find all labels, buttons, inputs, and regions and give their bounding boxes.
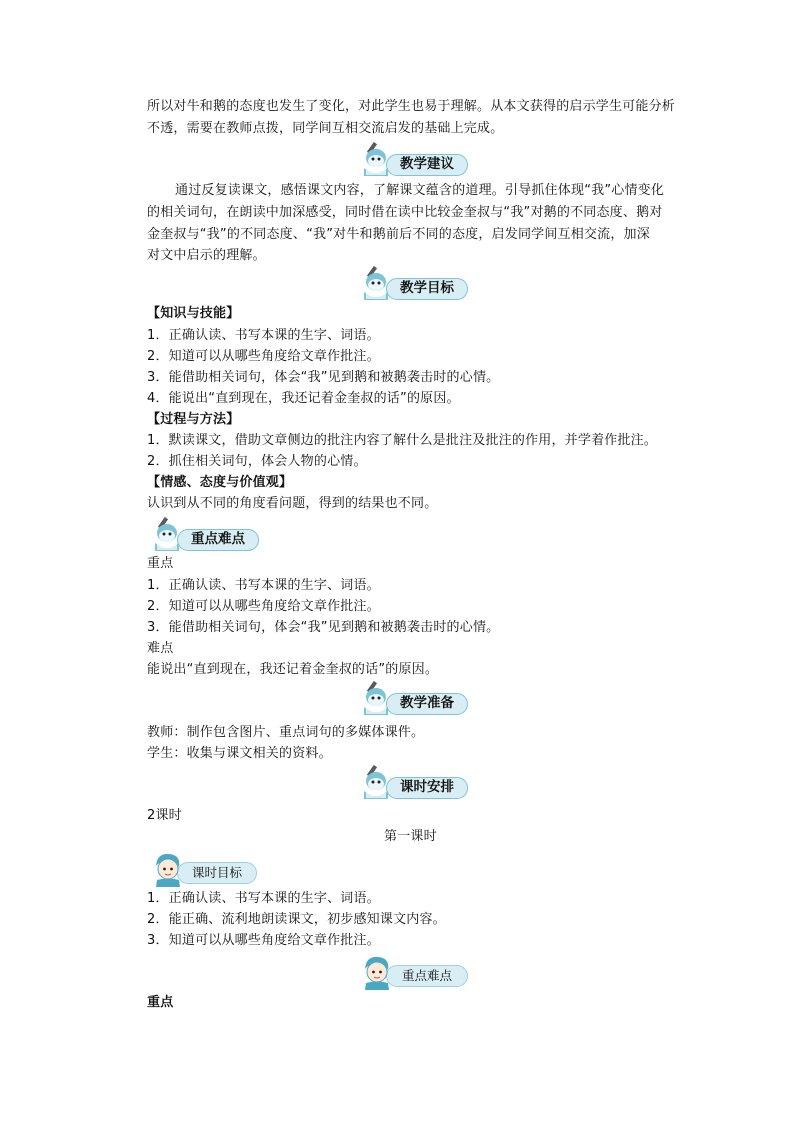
emotion-title: 【情感、态度与价值观】 <box>147 475 293 490</box>
lesson-key-label: 重点 <box>147 995 174 1010</box>
heading-label: 课时安排 <box>386 777 468 799</box>
knowledge-item: 4．能说出“直到现在，我还记着金奎叔的话”的原因。 <box>147 391 460 406</box>
process-title: 【过程与方法】 <box>147 412 240 427</box>
section-heading-teaching-prep <box>356 681 468 719</box>
prep-teacher: 教师：制作包含图片、重点词句的多媒体课件。 <box>147 725 425 740</box>
knowledge-item: 2．知道可以从哪些角度给文章作批注。 <box>147 349 380 364</box>
mascot-icon <box>147 517 191 555</box>
mascot-icon <box>356 765 400 803</box>
section-heading-key-points <box>147 517 259 555</box>
heading-label: 教学目标 <box>386 278 468 300</box>
lesson-goal-item: 1．正确认读、书写本课的生字、词语。 <box>147 891 380 906</box>
difficult-text: 能说出“直到现在，我还记着金奎叔的话”的原因。 <box>147 662 439 677</box>
intro-line-2: 不透，需要在教师点拨，同学间互相交流启发的基础上完成。 <box>147 121 504 136</box>
lesson-goal-item: 3．知道可以从哪些角度给文章作批注。 <box>147 933 380 948</box>
heading-label: 教学建议 <box>386 154 468 176</box>
heading-label: 重点难点 <box>386 965 468 987</box>
first-lesson-title: 第一课时 <box>384 829 437 844</box>
heading-label: 课时目标 <box>177 862 257 884</box>
key-item: 3．能借助相关词句，体会“我”见到鹅和被鹅袭击时的心情。 <box>147 620 500 635</box>
prep-student: 学生：收集与课文相关的资料。 <box>147 746 332 761</box>
mascot-icon <box>147 850 191 888</box>
subsection-heading-lesson-goals <box>147 850 257 888</box>
section-heading-schedule <box>356 765 468 803</box>
suggest-line-4: 对文中启示的理解。 <box>147 248 266 263</box>
difficult-label: 难点 <box>147 641 174 656</box>
emotion-text: 认识到从不同的角度看问题，得到的结果也不同。 <box>147 496 438 511</box>
key-item: 2．知道可以从哪些角度给文章作批注。 <box>147 599 380 614</box>
section-heading-teaching-goals <box>356 266 468 304</box>
subsection-heading-lesson-key-points <box>356 953 468 991</box>
suggest-line-3: 金奎叔与“我”的不同态度、“我”对牛和鹅前后不同的态度，启发同学间互相交流，加深 <box>147 227 650 242</box>
mascot-icon <box>356 142 400 180</box>
knowledge-item: 3．能借助相关词句，体会“我”见到鹅和被鹅袭击时的心情。 <box>147 370 500 385</box>
schedule-hours: 2课时 <box>147 808 182 823</box>
knowledge-item: 1．正确认读、书写本课的生字、词语。 <box>147 328 380 343</box>
key-label: 重点 <box>147 556 174 571</box>
suggest-line-1: 通过反复读课文，感悟课文内容，了解课文蕴含的道理。引导抓住体现“我”心情变化 <box>175 183 665 198</box>
section-heading-teaching-suggestions <box>356 142 468 180</box>
key-item: 1．正确认读、书写本课的生字、词语。 <box>147 578 380 593</box>
mascot-icon <box>356 953 400 991</box>
mascot-icon <box>356 681 400 719</box>
heading-label: 重点难点 <box>177 529 259 551</box>
lesson-goal-item: 2．能正确、流利地朗读课文，初步感知课文内容。 <box>147 912 446 927</box>
process-item: 1．默读课文，借助文章侧边的批注内容了解什么是批注及批注的作用，并学着作批注。 <box>147 433 658 448</box>
mascot-icon <box>356 266 400 304</box>
process-item: 2．抓住相关词句，体会人物的心情。 <box>147 454 367 469</box>
heading-label: 教学准备 <box>386 693 468 715</box>
suggest-line-2: 的相关词句，在朗读中加深感受，同时借在读中比较金奎叔与“我”对鹅的不同态度、鹅对 <box>147 205 663 220</box>
knowledge-title: 【知识与技能】 <box>147 306 240 321</box>
intro-line-1: 所以对牛和鹅的态度也发生了变化，对此学生也易于理解。从本文获得的启示学生可能分析 <box>147 99 676 114</box>
